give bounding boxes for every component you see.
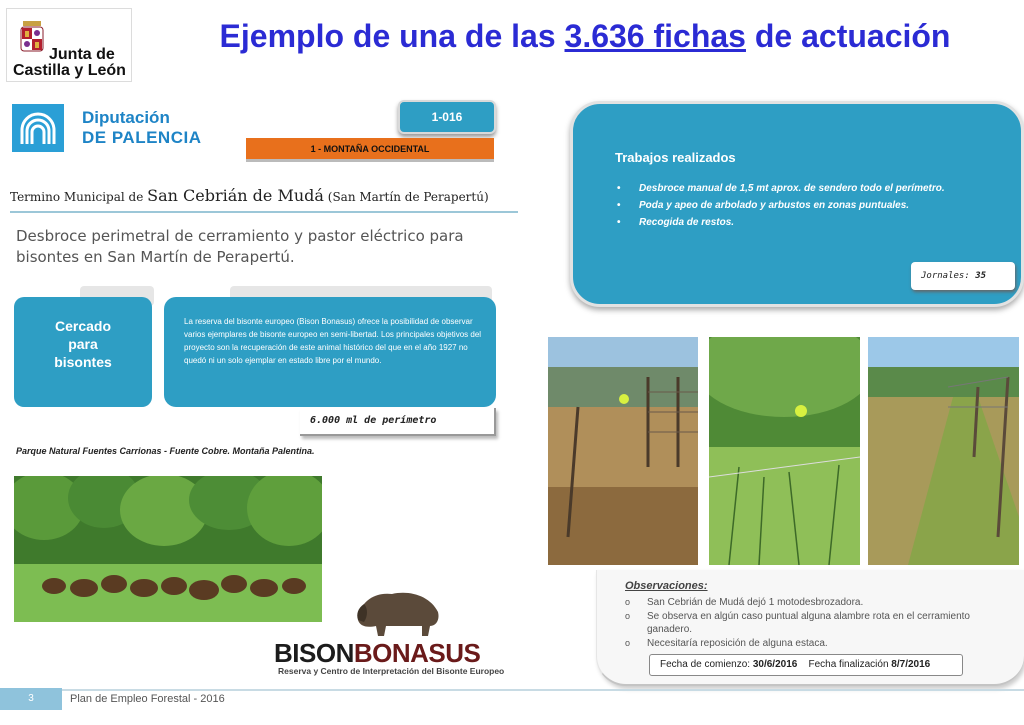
dates-box	[649, 654, 963, 676]
page-title	[160, 18, 1010, 55]
field-photo-gate	[548, 337, 698, 565]
page-number: 3	[0, 688, 62, 710]
municipality-prefix: Termino Municipal de	[10, 190, 144, 204]
org-name-line-1: Diputación	[82, 108, 170, 127]
sheet-code-badge: 1-016	[398, 100, 496, 134]
start-date-label: Fecha de comienzo:	[660, 659, 751, 670]
list-item: • Recogida de restos.	[615, 214, 995, 231]
municipality-name: San Cebrián de Mudá	[147, 186, 324, 205]
title-part-2: de actuación	[745, 18, 951, 54]
fence-label-line-3: bisontes	[54, 354, 112, 370]
list-item: • Desbroce manual de 1,5 mt aprox. de sendero todo el perímetro.	[615, 180, 995, 197]
logo-line-1: Junta de	[49, 46, 115, 63]
field-photo-fence-path	[868, 337, 1019, 565]
zone-bar: 1 - MONTAÑA OCCIDENTAL	[246, 138, 494, 162]
junta-castilla-leon-logo	[6, 8, 132, 82]
works-list	[615, 180, 995, 231]
title-highlight: 3.636 fichas	[564, 18, 746, 54]
jornales-box	[911, 262, 1015, 290]
list-item: • Poda y apeo de arbolado y arbustos en zonas puntuales.	[615, 197, 995, 214]
municipality-line	[10, 186, 530, 205]
end-date: 8/7/2016	[891, 659, 931, 670]
bison-description: La reserva del bisonte europeo (Bison Bonasus) ofrece la posibilidad de observar varios ejemplares de bisonte europeo en semi-libertad. Los principales objetivos del proyecto son la recuperación de este animal histórico del que en el año 1927 no quedó ni un solo ejemplar en estado libre por el mundo.	[164, 297, 496, 407]
observations-card	[596, 570, 1024, 686]
bison-logo-name-a: BISON	[274, 638, 354, 668]
bison-bonasus-logo	[270, 586, 534, 676]
footer-text: Plan de Empleo Forestal - 2016	[70, 693, 225, 705]
fence-label-line-1: Cercado	[54, 318, 112, 334]
list-item: o San Cebrián de Mudá dejó 1 motodesbrozadora.	[623, 596, 993, 609]
coat-of-arms-icon	[19, 21, 45, 57]
start-date: 30/6/2016	[752, 659, 798, 670]
end-date-label: Fecha finalización	[808, 659, 889, 670]
bison-logo-name-b: BONASUS	[353, 638, 481, 668]
fence-label-line-2: para	[68, 336, 98, 352]
bison-logo-name	[274, 638, 480, 669]
perimeter-box: 6.000 ml de perímetro	[300, 408, 496, 436]
logo-line-2: Castilla y León	[13, 62, 126, 79]
org-name-line-2: DE PALENCIA	[82, 128, 202, 147]
observations-title: Observaciones:	[625, 580, 708, 592]
list-item: o Se observa en algún caso puntual alguna alambre rota en el cerramiento ganadero.	[623, 610, 993, 636]
works-title: Trabajos realizados	[615, 150, 736, 165]
observations-list	[623, 596, 993, 651]
arch-icon	[12, 104, 64, 152]
project-title: Desbroce perimetral de cerramiento y pastor eléctrico para bisontes en San Martín de Perapertú.	[16, 227, 464, 266]
jornales-value: 35	[975, 271, 987, 281]
park-caption: Parque Natural Fuentes Carrionas - Fuente Cobre. Montaña Palentina.	[16, 446, 315, 456]
diputacion-palencia-logo	[12, 104, 242, 154]
divider	[10, 211, 518, 213]
list-item: o Necesitaría reposición de alguna estaca.	[623, 637, 993, 650]
bison-logo-subtitle: Reserva y Centro de Interpretación del Bisonte Europeo	[278, 666, 505, 676]
jornales-label: Jornales:	[921, 271, 970, 281]
works-card	[570, 101, 1024, 307]
bison-icon	[352, 586, 444, 638]
municipality-sub: (San Martín de Perapertú)	[327, 190, 489, 204]
fence-label-box	[14, 297, 152, 407]
title-part-1: Ejemplo de una de las	[219, 18, 565, 54]
field-photo-clearing	[709, 337, 860, 565]
